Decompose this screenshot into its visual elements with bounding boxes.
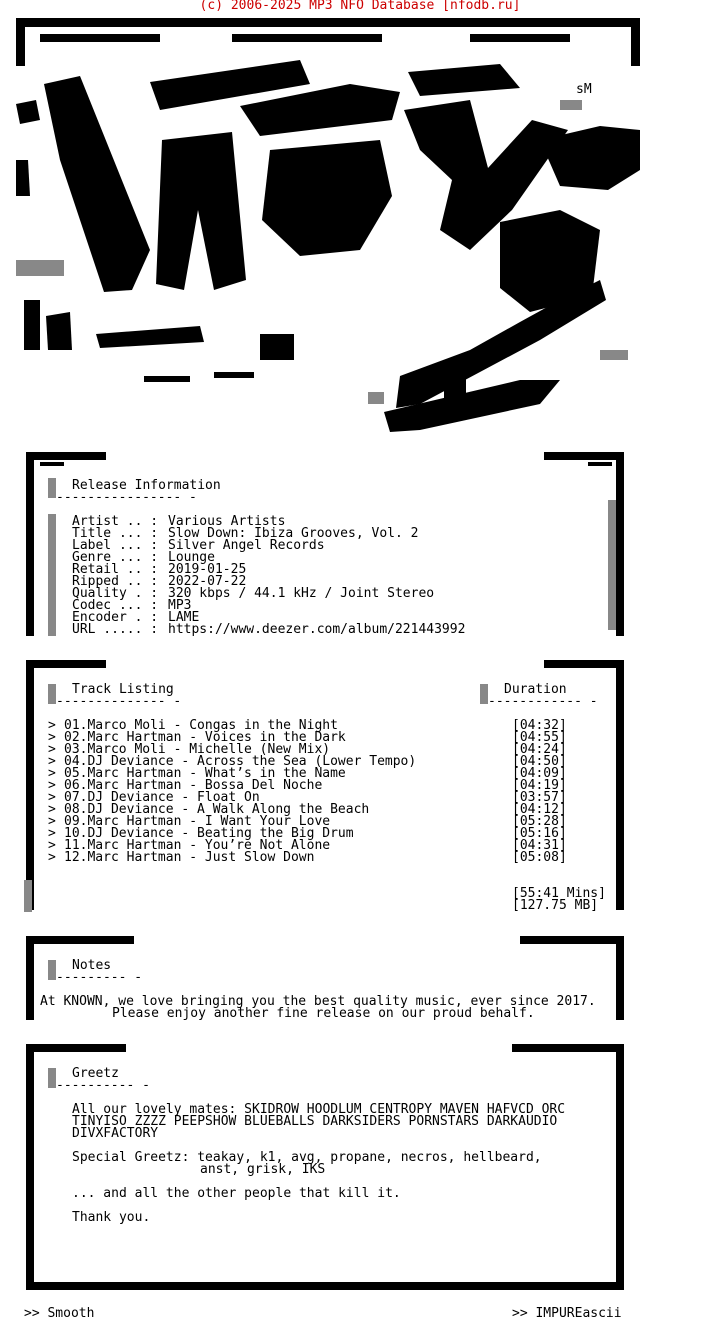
greetz-mates-line: All our lovely mates: SKIDROW HOODLUM CENTROPY MAVEN HAFVCD ORC xyxy=(72,1102,566,1117)
greetz-special-line: Special Greetz: teakay, k1, avg, propane, necros, hellbeard, xyxy=(72,1150,542,1165)
track-bullet-icon: > xyxy=(48,742,56,757)
release-field-label: Title ... : xyxy=(72,526,159,541)
footer-left-credit: >> Smooth xyxy=(24,1306,95,1321)
track-title: 12.Marc Hartman - Just Slow Down xyxy=(64,850,315,865)
release-field-value[interactable]: https://www.deezer.com/album/221443992 xyxy=(168,622,466,637)
track-title: 11.Marc Hartman - You’re Not Alone xyxy=(64,838,331,853)
track-title: 03.Marco Moli - Michelle (New Mix) xyxy=(64,742,331,757)
greetz-thanks: Thank you. xyxy=(72,1210,151,1225)
greetz-mates-line: TINYISO ZZZZ PEEPSHOW BLUEBALLS DARKSIDERS PORNSTARS DARKAUDIO xyxy=(72,1114,558,1129)
release-field-label: Ripped .. : xyxy=(72,574,159,589)
track-bullet-icon: > xyxy=(48,814,56,829)
track-title: 05.Marc Hartman - What’s in the Name xyxy=(64,766,346,781)
track-bullet-icon: > xyxy=(48,850,56,865)
greetz-special-line: anst, grisk, IKS xyxy=(200,1162,326,1177)
track-duration: [05:08] xyxy=(512,850,567,865)
track-bullet-icon: > xyxy=(48,766,56,781)
track-duration: [04:09] xyxy=(512,766,567,781)
logo-signature: sM xyxy=(576,82,592,97)
footer-right-credit: >> IMPUREascii xyxy=(512,1306,622,1321)
release-field-label: URL ..... : xyxy=(72,622,159,637)
release-heading-underline: ---------------- - xyxy=(56,490,197,505)
track-title: 02.Marc Hartman - Voices in the Dark xyxy=(64,730,346,745)
track-duration: [04:55] xyxy=(512,730,567,745)
release-field-value: Silver Angel Records xyxy=(168,538,325,553)
track-title: 07.DJ Deviance - Float On xyxy=(64,790,260,805)
track-duration: [04:32] xyxy=(512,718,567,733)
tracks-heading: Track Listing xyxy=(72,682,174,697)
release-field-label: Genre ... : xyxy=(72,550,159,565)
track-bullet-icon: > xyxy=(48,838,56,853)
release-field-value: 320 kbps / 44.1 kHz / Joint Stereo xyxy=(168,586,435,601)
track-duration: [04:24] xyxy=(512,742,567,757)
known-logo-art xyxy=(16,18,640,432)
greetz-heading-underline: ---------- - xyxy=(56,1078,150,1093)
track-title: 09.Marc Hartman - I Want Your Love xyxy=(64,814,331,829)
greetz-closing: ... and all the other people that kill it. xyxy=(72,1186,401,1201)
total-time: [55:41 Mins] xyxy=(512,886,606,901)
release-field-value: LAME xyxy=(168,610,200,625)
credit-text: (c) 2006-2025 MP3 NFO Database [nfodb.ru] xyxy=(199,0,521,13)
duration-heading: Duration xyxy=(504,682,567,697)
release-field-label: Codec ... : xyxy=(72,598,159,613)
track-duration: [04:19] xyxy=(512,778,567,793)
release-heading: Release Information xyxy=(72,478,221,493)
track-duration: [04:31] xyxy=(512,838,567,853)
duration-heading-underline: ------------ - xyxy=(488,694,598,709)
track-bullet-icon: > xyxy=(48,778,56,793)
notes-line: Please enjoy another fine release on our proud behalf. xyxy=(112,1006,535,1021)
tracks-heading-underline: -------------- - xyxy=(56,694,182,709)
release-field-label: Label ... : xyxy=(72,538,159,553)
track-title: 01.Marco Moli - Congas in the Night xyxy=(64,718,338,733)
release-field-value: Slow Down: Ibiza Grooves, Vol. 2 xyxy=(168,526,419,541)
release-field-label: Retail .. : xyxy=(72,562,159,577)
track-duration: [05:28] xyxy=(512,814,567,829)
release-field-value: 2022-07-22 xyxy=(168,574,247,589)
track-bullet-icon: > xyxy=(48,802,56,817)
track-bullet-icon: > xyxy=(48,826,56,841)
total-size: [127.75 MB] xyxy=(512,898,599,913)
track-bullet-icon: > xyxy=(48,730,56,745)
track-duration: [04:50] xyxy=(512,754,567,769)
track-duration: [03:57] xyxy=(512,790,567,805)
release-field-label: Encoder . : xyxy=(72,610,159,625)
track-duration: [04:12] xyxy=(512,802,567,817)
release-field-label: Artist .. : xyxy=(72,514,159,529)
track-title: 04.DJ Deviance - Across the Sea (Lower Tempo) xyxy=(64,754,417,769)
notes-heading: Notes xyxy=(72,958,112,973)
release-field-value: Lounge xyxy=(168,550,215,565)
release-field-label: Quality . : xyxy=(72,586,159,601)
notes-line: At KNOWN, we love bringing you the best quality music, ever since 2017. xyxy=(40,994,596,1009)
track-title: 10.DJ Deviance - Beating the Big Drum xyxy=(64,826,354,841)
track-bullet-icon: > xyxy=(48,790,56,805)
release-field-value: 2019-01-25 xyxy=(168,562,247,577)
track-bullet-icon: > xyxy=(48,754,56,769)
greetz-mates-line: DIVXFACTORY xyxy=(72,1126,159,1141)
greetz-heading: Greetz xyxy=(72,1066,119,1081)
track-title: 08.DJ Deviance - A Walk Along the Beach xyxy=(64,802,370,817)
track-bullet-icon: > xyxy=(48,718,56,733)
track-title: 06.Marc Hartman - Bossa Del Noche xyxy=(64,778,323,793)
release-field-value: Various Artists xyxy=(168,514,286,529)
track-duration: [05:16] xyxy=(512,826,567,841)
notes-heading-underline: --------- - xyxy=(56,970,143,985)
release-field-value: MP3 xyxy=(168,598,192,613)
